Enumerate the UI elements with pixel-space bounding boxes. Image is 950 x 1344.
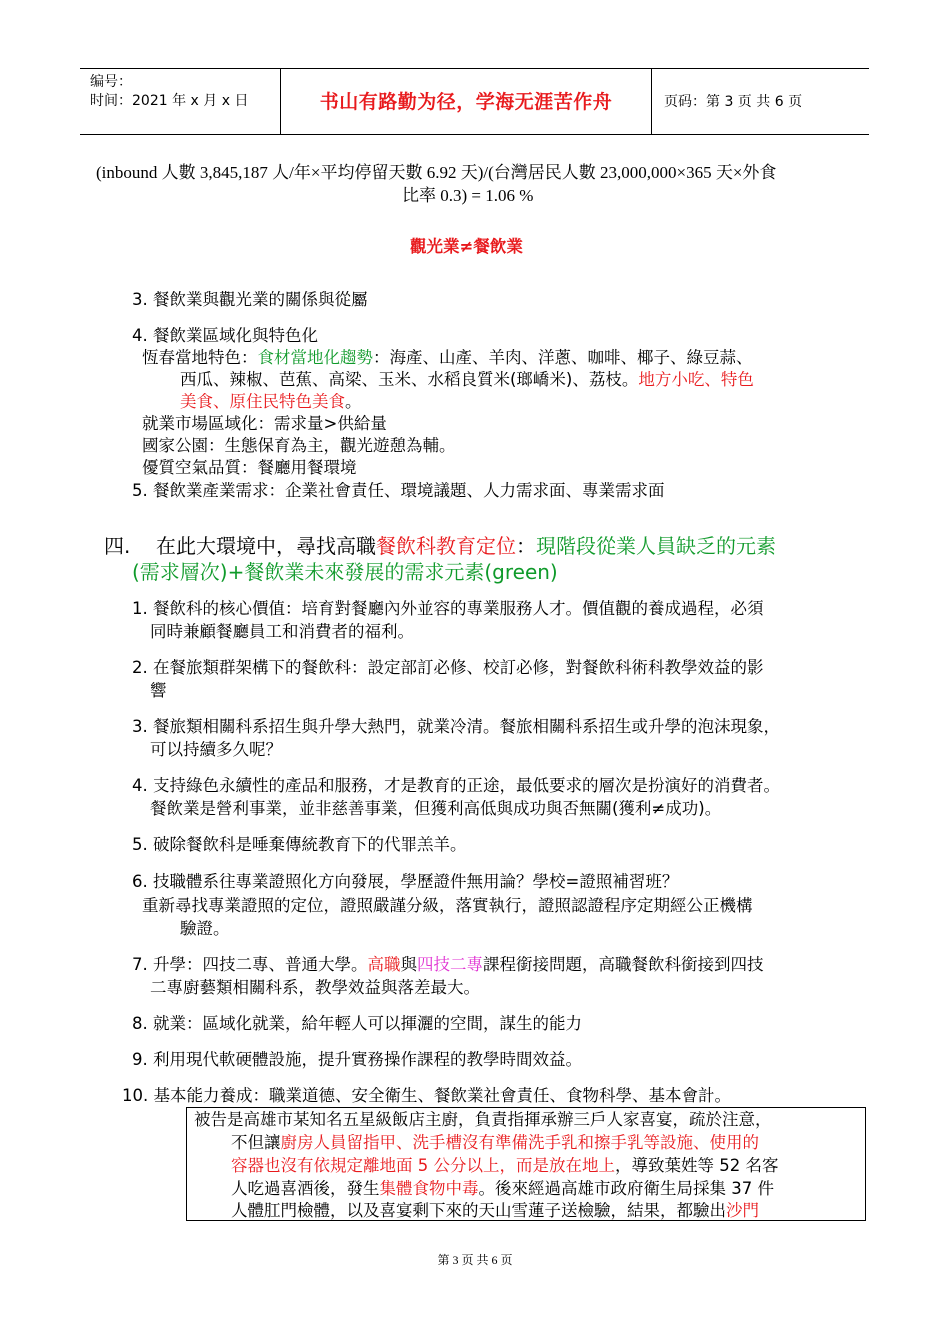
page-footer: 第 3 页 共 6 页: [437, 1253, 513, 1267]
employment-regional: 就業市場區域化：需求量>供給量: [142, 414, 387, 433]
hengchun-products: ：海產、山產、羊肉、洋蔥、咖啡、椰子、綠豆蒜、: [373, 348, 753, 367]
local-ingredient-trend: 食材當地化趨勢: [257, 348, 373, 367]
list-item-6b: 重新尋找專業證照的定位，證照嚴謹分級，落實執行，證照認證程序定期經公正機構: [142, 896, 753, 915]
local-snacks: 地方小吃、特色: [638, 370, 754, 389]
list-item-2a: 2. 在餐旅類群架構下的餐飲科：設定部訂必修、校訂必修，對餐飲科術科教學效益的影: [132, 658, 764, 677]
case-3-container: 容器也沒有依規定離地面 5 公分以上，而是放在地上: [231, 1156, 615, 1175]
header-motto: [280, 69, 652, 134]
case-line-1: 被告是高雄市某知名五星級飯店主廚，負責指揮承辦三戶人家喜宴，疏於注意，: [194, 1110, 772, 1129]
case-line-5: [231, 1200, 759, 1221]
item-5: 5. 餐飲業產業需求：企業社會責任、環境議題、人力需求面、專業需求面: [132, 481, 665, 500]
item-4: 4. 餐飲業區域化與特色化: [132, 326, 318, 345]
list-item-1a: 1. 餐飲科的核心價值：培育對餐廳內外並容的專業服務人才。價值觀的養成過程，必須: [132, 599, 764, 618]
list-item-4b: 餐飲業是營利事業，並非慈善事業，但獲利高低與成功與否無關(獲利≠成功)。: [150, 799, 722, 818]
formula-line-1: (inbound 人數 3,845,187 人/年×平均停留天數 6.92 天)/(台灣居民人數 23,000,000×365 天×外食: [96, 163, 777, 182]
item-7-four-year: 四技二專: [417, 955, 483, 974]
case-line-3: [231, 1155, 779, 1177]
hengchun-end: 。: [345, 392, 362, 411]
case-study-box: [186, 1107, 866, 1221]
headline-tourism-not-dining: 觀光業≠餐飲業: [410, 237, 523, 256]
doc-number: 编号：: [90, 74, 132, 90]
list-item-3b: 可以持續多久呢？: [150, 740, 282, 759]
list-item-3a: 3. 餐旅類相關科系招生與升學大熱門，就業冷清。餐旅相關科系招生或升學的泡沫現象，: [132, 717, 780, 736]
case-2-violations: 廚房人員留指甲、洗手槽沒有準備洗手乳和擦手乳等設施、使用的: [280, 1133, 759, 1152]
case-4-a: 人吃過喜酒後，發生: [231, 1179, 380, 1198]
case-2-a: 不但讓: [231, 1133, 281, 1152]
page-info-text: 页码：第 3 页 共 6 页: [664, 93, 803, 110]
list-item-4a: 4. 支持綠色永續性的產品和服務，才是教育的正途，最低要求的層次是扮演好的消費者。: [132, 776, 780, 795]
case-3-b: ，導致葉姓等 52 名客: [615, 1156, 779, 1175]
section-number: 四.: [104, 534, 131, 558]
air-quality: 優質空氣品質：餐廳用餐環境: [142, 458, 357, 477]
hengchun-label: 恆春當地特色：: [142, 348, 258, 367]
hengchun-line-2: [180, 369, 754, 391]
list-item-6c: 驗證。: [180, 919, 230, 938]
header-page-info: [652, 69, 869, 134]
item-3: 3. 餐飲業與觀光業的關係與從屬: [132, 290, 368, 309]
item-7-vocational: 高職: [367, 955, 401, 974]
list-item-6a: 6. 技職體系往專業證照化方向發展，學歷證件無用論？學校=證照補習班？: [132, 872, 679, 891]
list-item-2b: 響: [150, 681, 167, 700]
case-line-4: [231, 1178, 774, 1200]
hengchun-products-2: 西瓜、辣椒、芭蕉、高梁、玉米、水稻良質米(瑯嶠米)、荔枝。: [180, 370, 639, 389]
list-item-10: 10. 基本能力養成：職業道德、安全衛生、餐飲業社會責任、食物科學、基本會計。: [122, 1086, 731, 1105]
header-meta: [80, 69, 280, 134]
section-text-b: ：: [516, 534, 536, 558]
case-5-a: 人體肛門檢體，以及喜宴剩下來的天山雪蓮子送檢驗，結果，都驗出: [231, 1201, 726, 1220]
formula-line-2: 比率 0.3) = 1.06 %: [402, 186, 534, 205]
case-4-food-poisoning: 集體食物中毒: [379, 1179, 479, 1198]
list-item-7b: 二專廚藝類相關科系，教學效益與落差最大。: [150, 978, 480, 997]
national-park: 國家公園：生態保育為主，觀光遊憩為輔。: [142, 436, 456, 455]
list-item-1b: 同時兼顧餐廳員工和消費者的福利。: [150, 622, 414, 641]
list-item-9: 9. 利用現代軟硬體設施，提升實務操作課程的教學時間效益。: [132, 1050, 582, 1069]
indigenous-cuisine: 美食、原住民特色美食: [180, 392, 345, 411]
section-4-line-1: [104, 533, 776, 559]
education-positioning: 餐飲科教育定位: [376, 534, 516, 558]
list-item-8: 8. 就業：區域化就業，給年輕人可以揮灑的空間，謀生的能力: [132, 1014, 582, 1033]
section-text-a: 在此大環境中，尋找高職: [156, 534, 376, 558]
section-4-line-2: (需求層次)+餐飲業未來發展的需求元素(green): [132, 560, 558, 584]
doc-date: 时间：2021 年 x 月 x 日: [90, 93, 249, 109]
item-7-text-c: 課程銜接問題，高職餐飲科銜接到四技: [483, 955, 764, 974]
hengchun-line-1: [142, 347, 753, 369]
item-7-text-a: 7. 升學：四技二專、普通大學。: [132, 955, 368, 974]
page-header: [80, 68, 869, 135]
hengchun-line-3: [180, 391, 362, 413]
list-item-5: 5. 破除餐飲科是唾棄傳統教育下的代罪羔羊。: [132, 835, 467, 854]
case-4-b: 。後來經過高雄市政府衛生局採集 37 件: [478, 1179, 774, 1198]
missing-elements: 現階段從業人員缺乏的元素: [536, 534, 776, 558]
list-item-7a: [132, 954, 764, 976]
case-line-2: [231, 1132, 759, 1154]
case-5-salmonella: 沙門: [726, 1201, 759, 1220]
item-7-and: 與: [400, 955, 417, 974]
motto-text: 书山有路勤为径，学海无涯苦作舟: [319, 90, 613, 113]
